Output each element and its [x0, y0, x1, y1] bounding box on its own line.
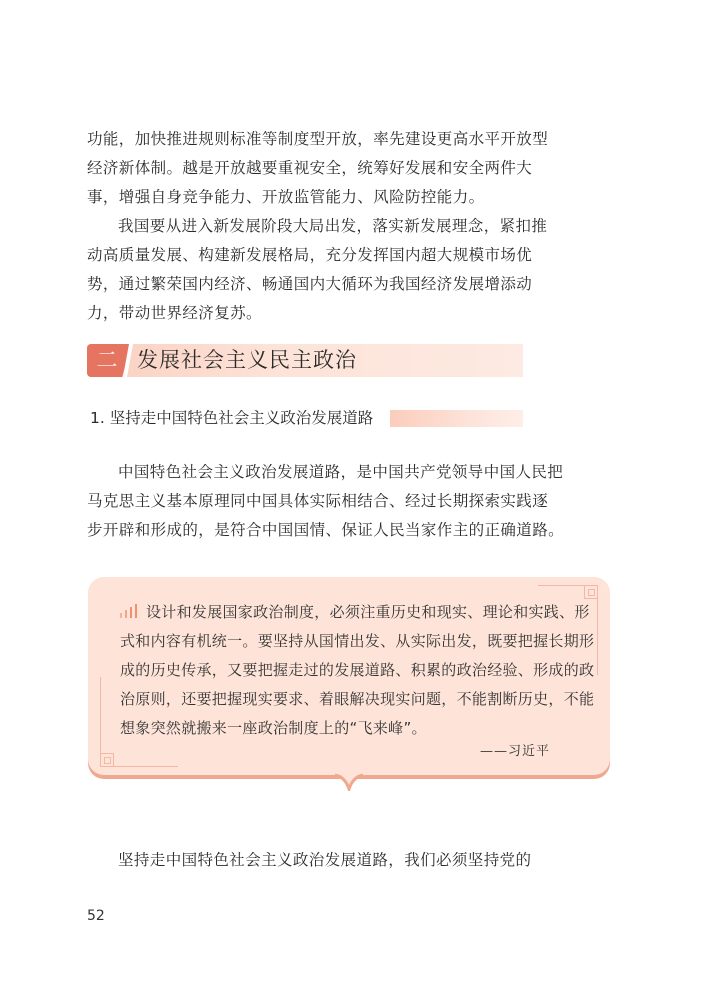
paragraph-opening-continuation [87, 125, 549, 212]
paragraph-closing [87, 846, 532, 875]
text-line: 势，通过繁荣国内经济、畅通国内大循环为我国经济发展增添动 [87, 275, 533, 293]
subsection-decorative-bar [390, 410, 523, 427]
speech-tail-icon [335, 773, 363, 791]
text-line: 力，带动世界经济复苏。 [87, 304, 262, 322]
subsection-title: 1. 坚持走中国特色社会主义政治发展道路 [90, 409, 374, 427]
text-line [120, 598, 590, 627]
text-line: 坚持走中国特色社会主义政治发展道路，我们必须坚持党的 [118, 851, 532, 869]
text-line: 动高质量发展、构建新发展格局，充分发挥国内超大规模市场优 [87, 246, 533, 264]
quote-attribution: ——习近平 [479, 744, 550, 759]
quote-line: 成的历史传承，又要把握走过的发展道路、积累的政治经验、形成的政 [120, 661, 595, 679]
decorative-corner-icon [100, 753, 114, 767]
section-number: 二 [96, 348, 118, 372]
text-line: 我国要从进入新发展阶段大局出发，落实新发展理念，紧扣推 [118, 217, 548, 235]
text-line: 事，增强自身竞争能力、开放监管能力、风险防控能力。 [87, 188, 485, 206]
decorative-corner-icon [584, 585, 598, 599]
paragraph-political-path [87, 458, 565, 545]
paragraph-development-stage [87, 212, 548, 328]
section-title: 发展社会主义民主政治 [137, 348, 357, 372]
subsection-heading [90, 406, 523, 430]
page-number: 52 [87, 908, 105, 924]
quote-callout-box [88, 577, 610, 775]
text-line: 中国特色社会主义政治发展道路，是中国共产党领导中国人民把 [118, 463, 564, 481]
signal-bars-icon [120, 604, 138, 618]
text-line: 步开辟和形成的，是符合中国国情、保证人民当家作主的正确道路。 [87, 521, 565, 539]
text-line: 功能，加快推进规则标准等制度型开放，率先建设更高水平开放型 [87, 130, 549, 148]
text-line: 经济新体制。越是开放越要重视安全，统筹好发展和安全两件大 [87, 159, 533, 177]
quote-line: 式和内容有机统一。要坚持从国情出发、从实际出发，既要把握长期形 [120, 632, 595, 650]
quote-line: 治原则，还要把握现实要求、着眼解决现实问题，不能割断历史，不能 [120, 690, 595, 708]
quote-text [120, 598, 595, 743]
text-line: 马克思主义基本原理同中国具体实际相结合、经过长期探索实践逐 [87, 492, 549, 510]
section-heading [87, 344, 523, 377]
quote-line: 想象突然就搬来一座政治制度上的“飞来峰”。 [120, 719, 427, 737]
quote-line: 设计和发展国家政治制度，必须注重历史和现实、理论和实践、形 [146, 603, 590, 621]
